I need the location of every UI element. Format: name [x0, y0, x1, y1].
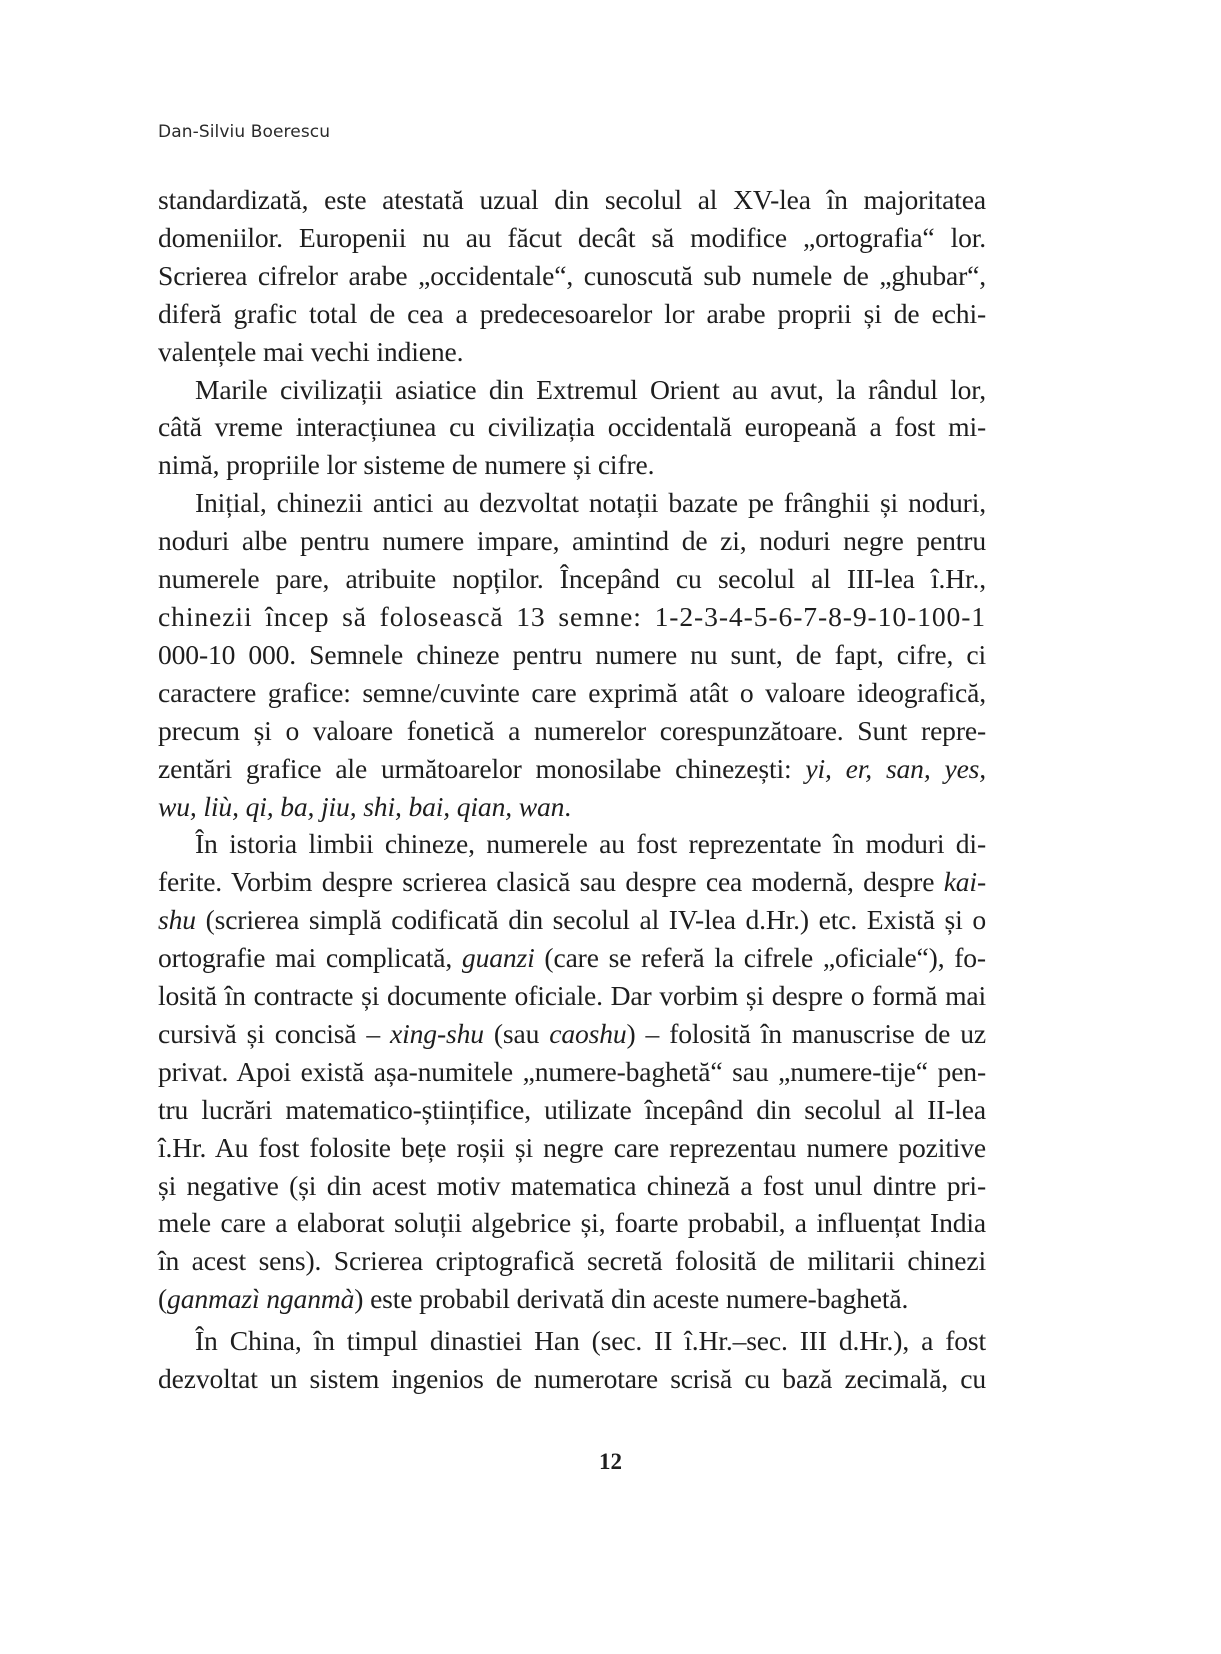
- text-line: și negative (și din acest motiv matematica chineză a fost unul dintre pri-: [158, 1169, 986, 1201]
- italic-term: wu, liù, qi, ba, jiu, shi, bai, qian, wan: [158, 790, 565, 822]
- text-run: cursivă și concisă –: [158, 1017, 391, 1049]
- text-line: diferă grafic total de cea a predecesoarelor lor arabe proprii și de echi-: [158, 297, 986, 329]
- body-text: [158, 181, 986, 1398]
- text-run: .: [564, 790, 572, 822]
- text-line: Inițial, chinezii antici au dezvoltat notații bazate pe frânghii și noduri,: [195, 487, 986, 519]
- text-run: zentări grafice ale următoarelor monosilabe chinezești:: [158, 752, 806, 784]
- text-run: ) – folosită în manuscrise de uz: [626, 1017, 987, 1049]
- text-line: dezvoltat un sistem ingenios de numerotare scrisă cu bază zecimală, cu: [158, 1363, 986, 1395]
- text-run: ortografie mai complicată,: [158, 942, 462, 974]
- text-line: [158, 901, 986, 939]
- text-line: standardizată, este atestată uzual din secolul al XV-lea în majoritatea: [158, 184, 986, 215]
- text-line: [158, 788, 986, 826]
- text-line: nimă, propriile lor sisteme de numere și cifre.: [158, 449, 655, 481]
- italic-term: xing-shu: [390, 1017, 484, 1049]
- text-line: chinezii încep să folosească 13 semne: 1-2-3-4-5-6-7-8-9-10-100-1: [158, 600, 986, 632]
- text-line: tru lucrări matematico-științifice, utilizate începând din secolul al II-lea: [158, 1093, 986, 1125]
- running-head-author: Dan-Silviu Boerescu: [158, 122, 331, 142]
- text-line: în acest sens). Scrierea criptografică secretă folosită de militarii chinezi: [158, 1245, 986, 1277]
- text-line: numerele pare, atribuite nopților. Începând cu secolul al III-lea î.Hr.,: [158, 563, 986, 595]
- page-number: 12: [599, 1449, 622, 1474]
- italic-term: guanzi: [461, 942, 535, 974]
- text-line: [158, 750, 986, 788]
- text-line: losită în contracte și documente oficiale. Dar vorbim și despre o formă mai: [158, 980, 986, 1012]
- text-run: ferite. Vorbim despre scrierea clasică sau despre cea modernă, despre: [158, 866, 944, 898]
- text-line: valențele mai vechi indiene.: [158, 335, 464, 367]
- text-line: Scrierea cifrelor arabe „occidentale“, cunoscută sub numele de „ghubar“,: [158, 259, 986, 291]
- text-line: [158, 863, 986, 901]
- text-run: (: [158, 1283, 168, 1315]
- italic-term: shu: [158, 904, 196, 936]
- text-run: (care se referă la cifrele „oficiale“), fo-: [534, 942, 986, 974]
- text-line: În istoria limbii chineze, numerele au fost reprezentate în moduri di-: [195, 828, 986, 860]
- text-line: [158, 939, 986, 977]
- text-line: 000-10 000. Semnele chineze pentru numere nu sunt, de fapt, cifre, ci: [158, 638, 986, 670]
- text-run: (scrierea simplă codificată din secolul al IV-lea d.Hr.) etc. Există și o: [195, 904, 986, 936]
- text-line: domeniilor. Europenii nu au făcut decât să modifice „ortografia“ lor.: [158, 221, 986, 253]
- text-line: [158, 1015, 986, 1053]
- text-line: [158, 1280, 986, 1318]
- italic-term: kai-: [943, 866, 986, 898]
- text-line: caractere grafice: semne/cuvinte care exprimă atât o valoare ideografică,: [158, 676, 986, 708]
- italic-term: ganmazì nganmà: [167, 1283, 355, 1315]
- text-line: Marile civilizații asiatice din Extremul Orient au avut, la rândul lor,: [195, 373, 986, 405]
- text-line: noduri albe pentru numere impare, amintind de zi, noduri negre pentru: [158, 525, 986, 557]
- italic-term: caoshu: [549, 1017, 627, 1049]
- text-line: În China, în timpul dinastiei Han (sec. II î.Hr.–sec. III d.Hr.), a fost: [195, 1325, 986, 1357]
- text-run: (sau: [483, 1017, 550, 1049]
- text-line: câtă vreme interacțiunea cu civilizația occidentală europeană a fost mi-: [158, 411, 986, 443]
- text-line: privat. Apoi există așa-numitele „numere-baghetă“ sau „numere-tije“ pen-: [158, 1055, 986, 1087]
- text-line: î.Hr. Au fost folosite bețe roșii și negre care reprezentau numere pozitive: [158, 1131, 986, 1163]
- italic-term: yi, er, san, yes,: [805, 752, 986, 784]
- text-line: mele care a elaborat soluții algebrice și, foarte probabil, a influențat India: [158, 1207, 986, 1239]
- text-run: ) este probabil derivată din aceste numere-baghetă.: [354, 1283, 909, 1315]
- text-line: precum și o valoare fonetică a numerelor corespunzătoare. Sunt repre-: [158, 714, 986, 746]
